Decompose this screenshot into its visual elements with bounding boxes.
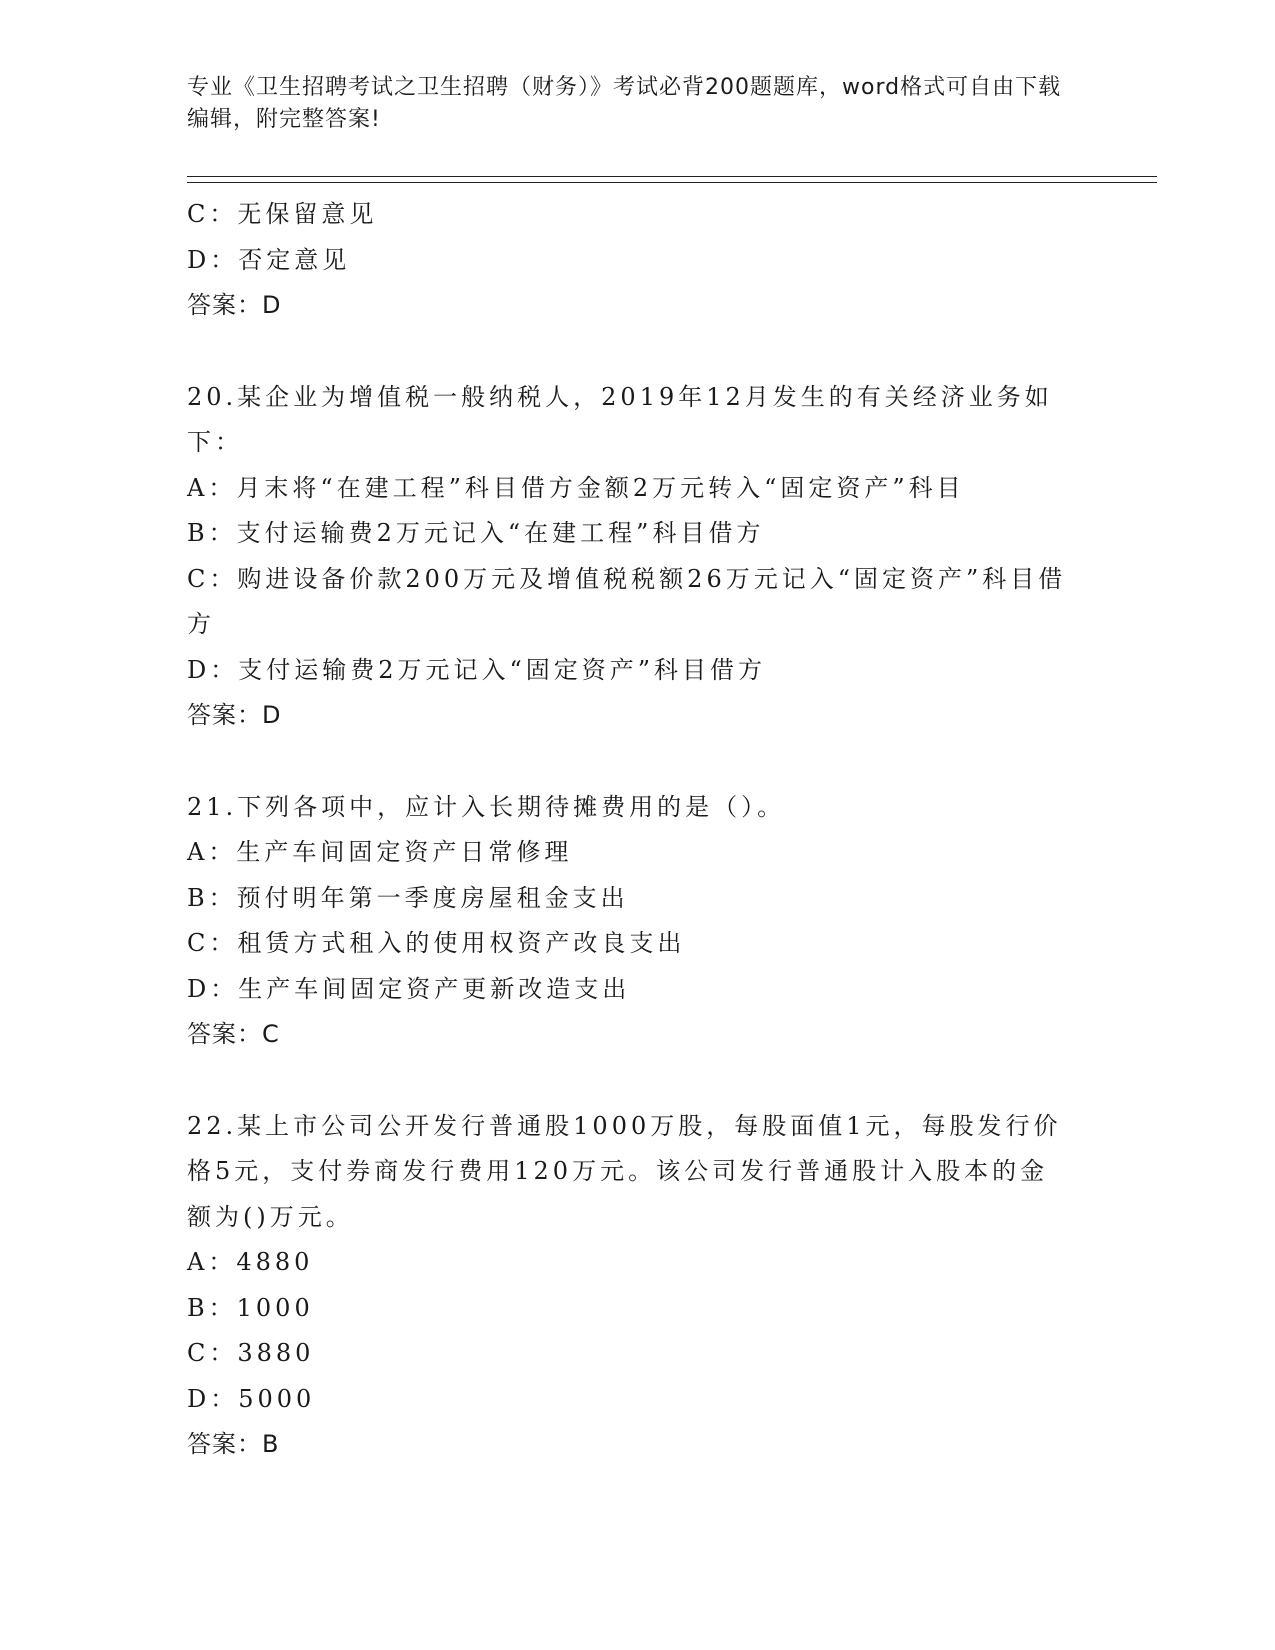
option-a: A：生产车间固定资产日常修理 <box>187 838 573 866</box>
option-d: D：否定意见 <box>187 245 351 274</box>
option-d: D：生产车间固定资产更新改造支出 <box>187 974 631 1003</box>
question-list <box>187 192 1067 1468</box>
option-c: C：租赁方式租入的使用权资产改良支出 <box>187 929 686 957</box>
option-c: C：购进设备价款200万元及增值税税额26万元记入“固定资产”科目借方 <box>187 564 1067 638</box>
option-b: B：支付运输费2万元记入“在建工程”科目借方 <box>187 519 765 547</box>
option-a: A：4880 <box>187 1248 314 1276</box>
option-d: D：5000 <box>187 1384 316 1413</box>
option-c: C：无保留意见 <box>187 200 378 228</box>
header-divider-top <box>187 176 1157 177</box>
option-c: C：3880 <box>187 1339 315 1367</box>
question-stem: 22.某上市公司公开发行普通股1000万股，每股面值1元，每股发行价格5元，支付券商发行费用120万元。该公司发行普通股计入股本的金额为()万元。 <box>187 1111 1062 1231</box>
prev-question-tail <box>187 192 1067 329</box>
answer-line: 答案：D <box>187 291 282 319</box>
spacer <box>187 1058 1067 1104</box>
answer-line: 答案：C <box>187 1020 280 1048</box>
option-d: D：支付运输费2万元记入“固定资产”科目借方 <box>187 655 767 684</box>
question-20 <box>187 375 1067 739</box>
option-a: A：月末将“在建工程”科目借方金额2万元转入“固定资产”科目 <box>187 473 965 502</box>
spacer <box>187 329 1067 375</box>
question-stem: 20.某企业为增值税一般纳税人，2019年12月发生的有关经济业务如下： <box>187 382 1053 456</box>
option-b: B：1000 <box>187 1293 314 1322</box>
document-header: 专业《卫生招聘考试之卫生招聘（财务）》考试必背200题题库，word格式可自由下载编辑，附完整答案! <box>187 75 1062 132</box>
answer-line: 答案：B <box>187 1430 280 1458</box>
spacer <box>187 739 1067 785</box>
answer-line: 答案：D <box>187 701 282 729</box>
option-b: B：预付明年第一季度房屋租金支出 <box>187 883 629 912</box>
question-21 <box>187 785 1067 1058</box>
question-22 <box>187 1104 1067 1468</box>
question-stem: 21.下列各项中，应计入长期待摊费用的是（）。 <box>187 792 786 821</box>
header-divider-bottom <box>187 182 1157 183</box>
